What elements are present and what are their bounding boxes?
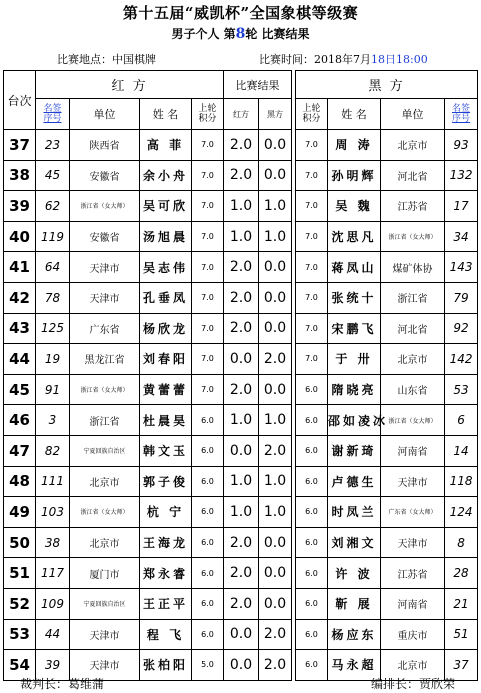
table-no: 44	[4, 344, 36, 375]
red-unit: 黑龙江省	[70, 344, 140, 375]
red-name: 余小舟	[140, 160, 192, 191]
red-result: 0.0	[224, 435, 259, 466]
black-seq: 79	[445, 282, 478, 313]
venue-label: 比赛地点：	[57, 53, 112, 66]
venue-info	[57, 51, 156, 67]
black-name: 蒋凤山	[328, 252, 381, 283]
red-result: 0.0	[224, 650, 259, 681]
red-name: 张柏阳	[140, 650, 192, 681]
red-prev-score: 7.0	[192, 344, 224, 375]
black-unit: 广东省（女大师）	[381, 497, 445, 528]
table-row	[4, 221, 478, 252]
red-prev-score: 6.0	[192, 466, 224, 497]
red-result: 1.0	[224, 191, 259, 222]
black-unit: 天津市	[381, 466, 445, 497]
black-unit: 北京市	[381, 344, 445, 375]
table-row	[4, 466, 478, 497]
black-name: 时凤兰	[328, 497, 381, 528]
black-unit: 天津市	[381, 527, 445, 558]
red-prev-score: 6.0	[192, 405, 224, 436]
red-name: 杜晨昊	[140, 405, 192, 436]
black-result: 2.0	[259, 619, 292, 650]
table-no: 47	[4, 435, 36, 466]
red-prev-score: 7.0	[192, 313, 224, 344]
black-unit: 北京市	[381, 650, 445, 681]
black-name: 于 卅	[328, 344, 381, 375]
black-seq: 132	[445, 160, 478, 191]
header-result-red: 红方	[224, 99, 259, 130]
red-prev-score: 6.0	[192, 558, 224, 589]
red-name: 汤旭晨	[140, 221, 192, 252]
table-row	[4, 374, 478, 405]
red-name: 刘春阳	[140, 344, 192, 375]
black-name: 隋晓亮	[328, 374, 381, 405]
black-seq: 37	[445, 650, 478, 681]
red-seq: 119	[36, 221, 70, 252]
black-unit: 河北省	[381, 313, 445, 344]
venue-value: 中国棋牌	[112, 53, 156, 66]
red-result: 1.0	[224, 497, 259, 528]
red-seq: 109	[36, 588, 70, 619]
header-black-unit: 单位	[381, 99, 445, 130]
black-result: 2.0	[259, 344, 292, 375]
table-row	[4, 191, 478, 222]
table-no: 38	[4, 160, 36, 191]
red-name: 郭子俊	[140, 466, 192, 497]
black-prev-score: 6.0	[296, 435, 328, 466]
red-result: 1.0	[224, 405, 259, 436]
red-name: 吴志伟	[140, 252, 192, 283]
time-info	[259, 51, 428, 67]
header-table-no: 台次	[4, 71, 36, 130]
table-no: 41	[4, 252, 36, 283]
black-result: 0.0	[259, 527, 292, 558]
red-unit: 宁夏回族自治区	[70, 588, 140, 619]
black-prev-score: 7.0	[296, 282, 328, 313]
red-name: 程 飞	[140, 619, 192, 650]
header-black-seq	[445, 99, 478, 130]
black-prev-score: 6.0	[296, 588, 328, 619]
black-name: 杨应东	[328, 619, 381, 650]
red-result: 2.0	[224, 282, 259, 313]
red-seq: 111	[36, 466, 70, 497]
black-unit: 河南省	[381, 588, 445, 619]
red-prev-score: 7.0	[192, 282, 224, 313]
black-seq: 124	[445, 497, 478, 528]
red-result: 0.0	[224, 619, 259, 650]
red-seq: 62	[36, 191, 70, 222]
red-seq: 3	[36, 405, 70, 436]
round-number: 8	[235, 26, 246, 42]
red-unit: 天津市	[70, 619, 140, 650]
black-result: 0.0	[259, 130, 292, 161]
table-no: 46	[4, 405, 36, 436]
table-row	[4, 558, 478, 589]
red-prev-score: 6.0	[192, 435, 224, 466]
header-red-name: 姓 名	[140, 99, 192, 130]
results-table	[3, 70, 478, 681]
black-unit: 河南省	[381, 435, 445, 466]
table-row	[4, 160, 478, 191]
black-prev-score: 6.0	[296, 527, 328, 558]
red-result: 2.0	[224, 374, 259, 405]
black-name: 吴 魏	[328, 191, 381, 222]
header-red-seq-line2: 序号	[43, 114, 62, 124]
black-name: 孙明辉	[328, 160, 381, 191]
black-unit: 河北省	[381, 160, 445, 191]
header-black-name: 姓 名	[328, 99, 381, 130]
red-prev-score: 7.0	[192, 191, 224, 222]
black-seq: 53	[445, 374, 478, 405]
red-result: 2.0	[224, 130, 259, 161]
black-result: 0.0	[259, 588, 292, 619]
red-prev-score: 6.0	[192, 588, 224, 619]
black-seq: 143	[445, 252, 478, 283]
time-label: 比赛时间：	[259, 53, 314, 66]
black-unit: 山东省	[381, 374, 445, 405]
red-prev-score: 6.0	[192, 497, 224, 528]
black-result: 0.0	[259, 160, 292, 191]
red-unit: 浙江省（女大师）	[70, 497, 140, 528]
black-prev-score: 6.0	[296, 558, 328, 589]
red-unit: 天津市	[70, 252, 140, 283]
black-seq: 142	[445, 344, 478, 375]
table-no: 50	[4, 527, 36, 558]
header-black-seq-line2: 序号	[452, 114, 471, 124]
red-prev-score: 6.0	[192, 527, 224, 558]
black-name: 卢德生	[328, 466, 381, 497]
black-result: 2.0	[259, 435, 292, 466]
black-unit: 重庆市	[381, 619, 445, 650]
red-prev-score: 5.0	[192, 650, 224, 681]
header-red-prev-score	[192, 99, 224, 130]
table-row	[4, 588, 478, 619]
red-prev-score: 7.0	[192, 252, 224, 283]
table-no: 37	[4, 130, 36, 161]
black-unit: 煤矿体协	[381, 252, 445, 283]
black-seq: 6	[445, 405, 478, 436]
table-no: 49	[4, 497, 36, 528]
black-prev-score: 6.0	[296, 619, 328, 650]
table-no: 51	[4, 558, 36, 589]
red-result: 1.0	[224, 221, 259, 252]
red-name: 高 菲	[140, 130, 192, 161]
black-name: 张统十	[328, 282, 381, 313]
table-no: 39	[4, 191, 36, 222]
black-name: 刘湘文	[328, 527, 381, 558]
black-seq: 118	[445, 466, 478, 497]
black-unit: 浙江省	[381, 282, 445, 313]
red-seq: 103	[36, 497, 70, 528]
subtitle-prefix: 男子个人 第	[171, 27, 236, 41]
red-seq: 82	[36, 435, 70, 466]
black-unit: 江苏省	[381, 191, 445, 222]
header-red-prev-line1: 上轮	[198, 104, 217, 114]
black-name: 靳 展	[328, 588, 381, 619]
red-result: 1.0	[224, 466, 259, 497]
black-prev-score: 7.0	[296, 344, 328, 375]
black-prev-score: 7.0	[296, 191, 328, 222]
header-red-seq	[36, 99, 70, 130]
black-result: 1.0	[259, 221, 292, 252]
black-result: 1.0	[259, 405, 292, 436]
red-unit: 厦门市	[70, 558, 140, 589]
header-red-prev-line2: 积分	[198, 114, 217, 124]
black-prev-score: 7.0	[296, 313, 328, 344]
table-no: 52	[4, 588, 36, 619]
red-unit: 浙江省（女大师）	[70, 191, 140, 222]
black-name: 沈思凡	[328, 221, 381, 252]
page-title: 第十五届“威凯杯”全国象棋等级赛	[122, 4, 359, 22]
time-date-highlight: 18日18:00	[371, 53, 428, 66]
black-seq: 92	[445, 313, 478, 344]
red-unit: 北京市	[70, 466, 140, 497]
red-unit: 北京市	[70, 527, 140, 558]
black-unit: 浙江省（女大师）	[381, 405, 445, 436]
header-red-seq-line1: 名签	[43, 104, 62, 114]
black-seq: 21	[445, 588, 478, 619]
black-seq: 17	[445, 191, 478, 222]
black-prev-score: 6.0	[296, 497, 328, 528]
black-name: 马永超	[328, 650, 381, 681]
red-name: 吴可欣	[140, 191, 192, 222]
red-name: 孔垂凤	[140, 282, 192, 313]
black-seq: 93	[445, 130, 478, 161]
red-seq: 117	[36, 558, 70, 589]
red-name: 王正平	[140, 588, 192, 619]
header-red-unit: 单位	[70, 99, 140, 130]
red-unit: 陕西省	[70, 130, 140, 161]
black-unit: 江苏省	[381, 558, 445, 589]
black-prev-score: 7.0	[296, 252, 328, 283]
red-prev-score: 7.0	[192, 160, 224, 191]
black-prev-score: 6.0	[296, 466, 328, 497]
red-seq: 91	[36, 374, 70, 405]
header-black-prev-score	[296, 99, 328, 130]
black-seq: 8	[445, 527, 478, 558]
black-result: 1.0	[259, 466, 292, 497]
subtitle-suffix: 轮 比赛结果	[245, 27, 310, 41]
red-unit: 安徽省	[70, 221, 140, 252]
referee-label: 裁判长：葛维蒲	[20, 677, 105, 691]
red-name: 韩文玉	[140, 435, 192, 466]
red-unit: 安徽省	[70, 160, 140, 191]
black-unit: 浙江省（女大师）	[381, 221, 445, 252]
table-no: 42	[4, 282, 36, 313]
red-seq: 44	[36, 619, 70, 650]
red-prev-score: 7.0	[192, 130, 224, 161]
black-seq: 14	[445, 435, 478, 466]
black-name: 邵如凌冰	[328, 405, 381, 436]
black-unit: 北京市	[381, 130, 445, 161]
red-result: 2.0	[224, 558, 259, 589]
table-no: 40	[4, 221, 36, 252]
table-row	[4, 619, 478, 650]
red-unit: 天津市	[70, 282, 140, 313]
black-name: 谢新琦	[328, 435, 381, 466]
red-result: 2.0	[224, 313, 259, 344]
arranger-label: 编排长：贾欣荣	[371, 677, 456, 691]
table-row	[4, 435, 478, 466]
red-result: 2.0	[224, 588, 259, 619]
table-row	[4, 405, 478, 436]
table-row	[4, 497, 478, 528]
black-prev-score: 7.0	[296, 130, 328, 161]
red-unit: 宁夏回族自治区	[70, 435, 140, 466]
black-seq: 51	[445, 619, 478, 650]
red-unit: 天津市	[70, 650, 140, 681]
red-seq: 125	[36, 313, 70, 344]
header-black-prev-line2: 积分	[302, 114, 321, 124]
header-black-side: 黑 方	[296, 71, 478, 99]
black-prev-score: 7.0	[296, 221, 328, 252]
red-result: 0.0	[224, 344, 259, 375]
red-seq: 38	[36, 527, 70, 558]
black-prev-score: 6.0	[296, 650, 328, 681]
red-unit: 广东省	[70, 313, 140, 344]
black-seq: 28	[445, 558, 478, 589]
red-prev-score: 7.0	[192, 221, 224, 252]
black-result: 0.0	[259, 313, 292, 344]
red-result: 2.0	[224, 252, 259, 283]
red-result: 2.0	[224, 527, 259, 558]
table-row	[4, 527, 478, 558]
black-result: 0.0	[259, 374, 292, 405]
black-seq: 34	[445, 221, 478, 252]
red-unit: 浙江省（女大师）	[70, 374, 140, 405]
table-no: 54	[4, 650, 36, 681]
red-seq: 78	[36, 282, 70, 313]
black-result: 1.0	[259, 497, 292, 528]
black-name: 许 波	[328, 558, 381, 589]
red-prev-score: 6.0	[192, 619, 224, 650]
red-name: 杨欣龙	[140, 313, 192, 344]
red-seq: 19	[36, 344, 70, 375]
red-name: 王海龙	[140, 527, 192, 558]
header-red-side: 红 方	[36, 71, 224, 99]
red-seq: 45	[36, 160, 70, 191]
black-result: 1.0	[259, 191, 292, 222]
header-black-prev-line1: 上轮	[302, 104, 321, 114]
header-black-seq-line1: 名签	[452, 104, 471, 114]
black-prev-score: 7.0	[296, 160, 328, 191]
table-no: 48	[4, 466, 36, 497]
red-seq: 23	[36, 130, 70, 161]
red-seq: 39	[36, 650, 70, 681]
table-no: 45	[4, 374, 36, 405]
table-no: 53	[4, 619, 36, 650]
page-subtitle	[0, 25, 481, 42]
table-no: 43	[4, 313, 36, 344]
table-row	[4, 252, 478, 283]
black-result: 0.0	[259, 252, 292, 283]
red-name: 郑永睿	[140, 558, 192, 589]
red-prev-score: 7.0	[192, 374, 224, 405]
header-result: 比赛结果	[224, 71, 292, 99]
table-row	[4, 344, 478, 375]
table-row	[4, 313, 478, 344]
red-seq: 64	[36, 252, 70, 283]
header-result-black: 黑方	[259, 99, 292, 130]
time-prefix: 2018年7月	[314, 53, 371, 66]
black-result: 2.0	[259, 650, 292, 681]
red-name: 黄蕾蕾	[140, 374, 192, 405]
red-unit: 浙江省	[70, 405, 140, 436]
black-result: 0.0	[259, 558, 292, 589]
red-name: 杭 宁	[140, 497, 192, 528]
black-name: 周 涛	[328, 130, 381, 161]
black-prev-score: 6.0	[296, 405, 328, 436]
table-row	[4, 282, 478, 313]
black-result: 0.0	[259, 282, 292, 313]
black-name: 宋鹏飞	[328, 313, 381, 344]
black-prev-score: 6.0	[296, 374, 328, 405]
red-result: 2.0	[224, 160, 259, 191]
table-row	[4, 130, 478, 161]
